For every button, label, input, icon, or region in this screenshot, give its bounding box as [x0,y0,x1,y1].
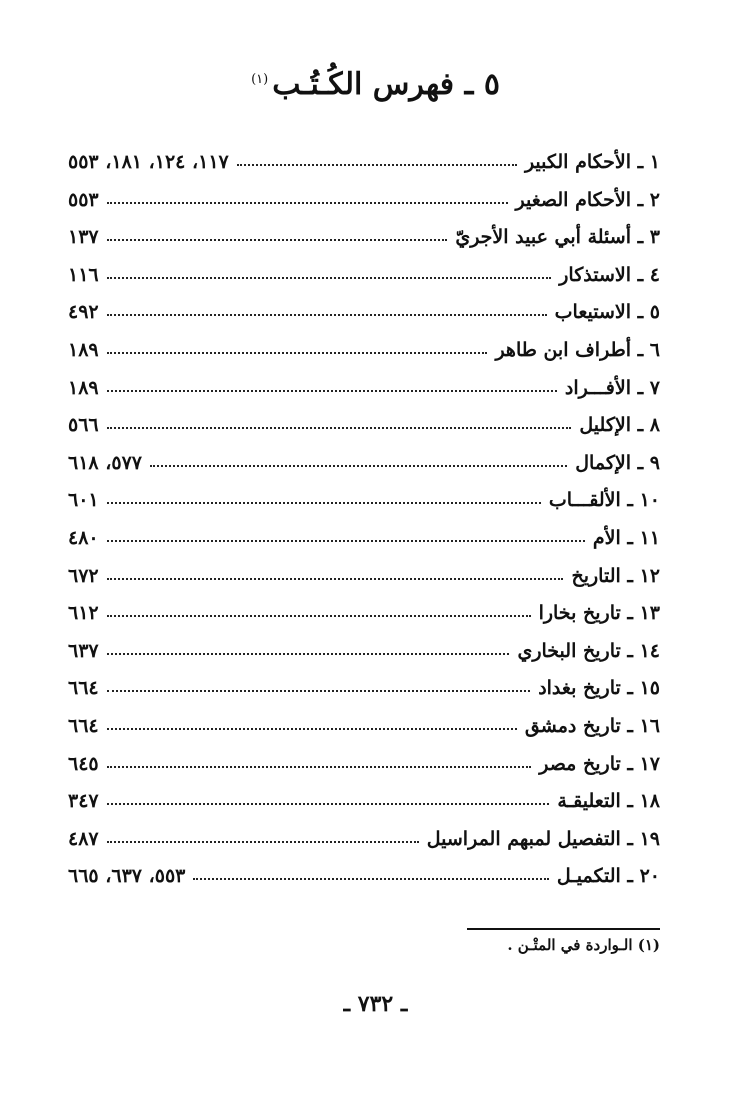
entry-title: ٩ ـ الإكمال [575,451,660,474]
title-text: ٥ ـ فهرس الكُـتُـب [272,67,500,102]
entry-title: ١١ ـ الأم [592,526,660,549]
entry-pages: ١٨٩ [68,376,99,399]
index-entry [68,753,660,791]
footnote: (١) الـواردة في المتْـن . [507,936,660,954]
dot-leader [107,427,572,429]
entry-pages: ٦١٢ [68,602,99,625]
index-entry [68,677,660,715]
entry-pages: ١١٧، ١٢٤، ١٨١، ٥٥٣ [68,151,229,173]
entry-title: ٥ ـ الاستيعاب [554,301,660,324]
entry-title: ١٥ ـ تاريخ بغداد [538,677,660,700]
entry-pages: ٥٥٣ [68,188,99,211]
index-entry [68,339,660,377]
index-entry [68,565,660,603]
entry-title: ١٤ ـ تاريخ البخاري [517,639,660,662]
footnote-divider [467,928,660,930]
dot-leader [107,239,448,241]
index-entry [68,264,660,302]
dot-leader [107,352,488,354]
entry-title: ١٢ ـ التاريخ [571,564,660,587]
dot-leader [107,578,564,580]
dot-leader [107,540,585,542]
entry-pages: ٣٤٧ [68,790,99,813]
entry-pages: ٤٨٠ [68,526,99,549]
index-entry [68,414,660,452]
entry-pages: ٦٦٤ [68,714,99,737]
entry-pages: ٤٩٢ [68,301,99,324]
page-number: ـ ٧٣٢ ـ [343,991,408,1017]
dot-leader [150,465,567,467]
page-title [0,58,751,107]
dot-leader [107,841,419,843]
index-entry [68,151,660,189]
entry-title: ١٨ ـ التعليقـة [557,790,660,813]
dot-leader [107,390,557,392]
dot-leader [107,728,517,730]
entry-pages: ٦٠١ [68,489,99,512]
dot-leader [107,653,510,655]
index-entry [68,865,660,903]
dot-leader [107,766,532,768]
index-entry [68,301,660,339]
index-entry [68,602,660,640]
entry-pages: ٦٤٥ [68,752,99,775]
entry-title: ٦ ـ أطراف ابن طاهر [495,338,660,361]
entry-title: ٢٠ ـ التكميـل [556,865,660,888]
dot-leader [107,277,552,279]
dot-leader [237,164,517,166]
entry-title: ١٣ ـ تاريخ بخارا [538,602,660,625]
entry-pages: ١٨٩ [68,338,99,361]
entry-pages: ٦٣٧ [68,639,99,662]
index-entry [68,226,660,264]
index-entry [68,189,660,227]
entry-pages: ٦٧٢ [68,564,99,587]
index-entry [68,640,660,678]
entry-title: ٨ ـ الإكليل [579,414,660,437]
entry-pages: ٦٦٤ [68,677,99,700]
entry-title: ١٠ ـ الألقـــاب [548,489,660,512]
dot-leader [107,202,508,204]
entry-pages: ٤٨٧ [68,827,99,850]
index-entry [68,527,660,565]
entry-pages: ١١٦ [68,263,99,286]
dot-leader [107,803,550,805]
index-entry [68,489,660,527]
entry-title: ٣ ـ أسئلة أبي عبيد الأجريّ [455,226,660,249]
entry-pages: ١٣٧ [68,226,99,249]
dot-leader [193,878,548,880]
dot-leader [107,615,531,617]
entry-pages: ٥٦٦ [68,414,99,437]
dot-leader [107,690,531,692]
entry-title: ٢ ـ الأحكام الصغير [515,188,660,211]
dot-leader [107,314,547,316]
entry-title: ١ ـ الأحكام الكبير [524,151,660,173]
index-entry [68,452,660,490]
index-entry [68,377,660,415]
index-entry [68,790,660,828]
index-entry [68,715,660,753]
book-index-list [68,151,660,903]
entry-title: ٧ ـ الأفـــراد [564,376,660,399]
footnote-marker: (١) [251,72,269,87]
entry-title: ٤ ـ الاستذكار [559,263,660,286]
entry-pages: ٥٥٣، ٦٣٧، ٦٦٥ [68,865,186,888]
dot-leader [107,502,541,504]
index-entry [68,828,660,866]
entry-title: ١٩ ـ التفصيل لمبهم المراسيل [426,827,660,850]
entry-pages: ٥٧٧، ٦١٨ [68,451,142,474]
entry-title: ١٧ ـ تاريخ مصر [539,752,660,775]
entry-title: ١٦ ـ تاريخ دمشق [524,714,660,737]
